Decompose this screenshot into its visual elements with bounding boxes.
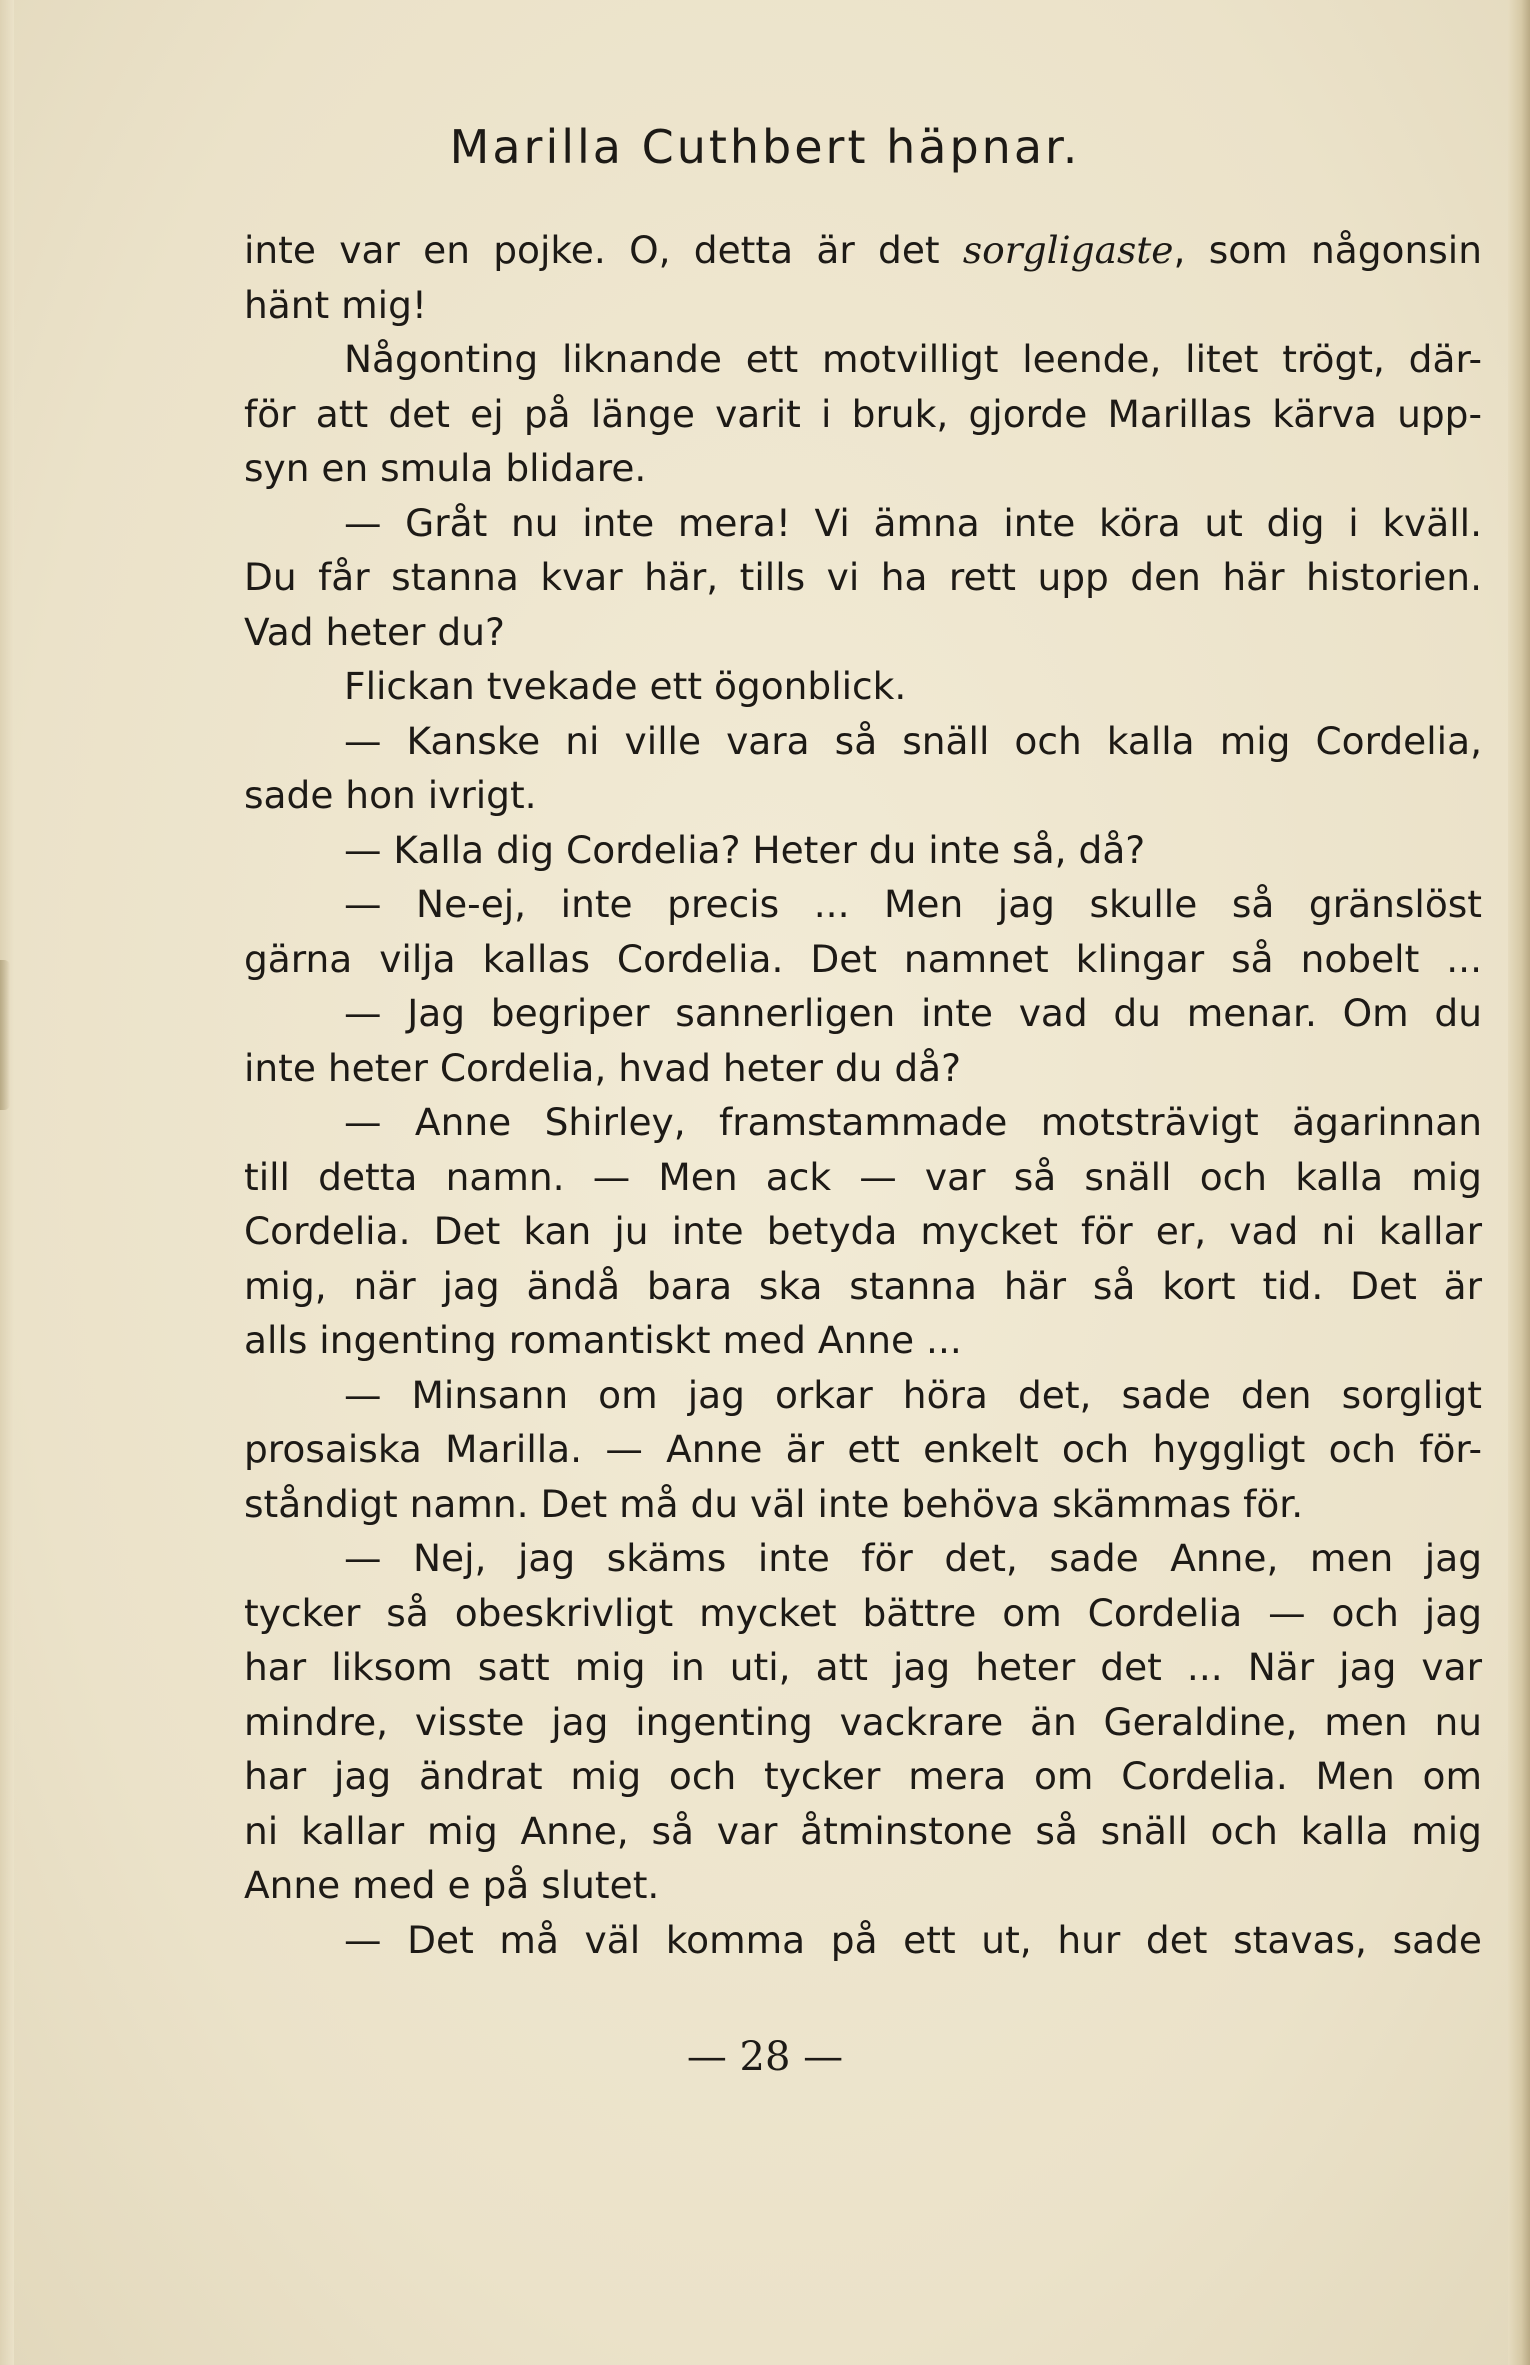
text-line: för att det ej på länge varit i bruk, gjorde Marillas kärva upp- <box>244 391 1482 436</box>
text-line: — Anne Shirley, framstammade motsträvigt ägarinnan <box>344 1100 1482 1144</box>
text-line: Cordelia. Det kan ju inte betyda mycket för er, vad ni kallar <box>244 1209 1482 1253</box>
text-line: hänt mig! <box>244 282 427 327</box>
text-line: — Kanske ni ville vara så snäll och kalla mig Cordelia, <box>344 718 1482 763</box>
running-head: Marilla Cuthbert häpnar. <box>449 120 1081 174</box>
text-line: sade hon ivrigt. <box>244 773 537 817</box>
text-line: har jag ändrat mig och tycker mera om Cordelia. Men om <box>244 1754 1482 1798</box>
page-left-edge <box>0 0 14 2365</box>
text-line: Vad heter du? <box>244 609 505 654</box>
text-line: inte var en pojke. O, detta är det sorgligaste, som någonsin <box>244 228 1482 272</box>
page-right-edge <box>1508 0 1530 2365</box>
text-line: Anne med e på slutet. <box>244 1863 660 1907</box>
text-line: gärna vilja kallas Cordelia. Det namnet klingar så nobelt ... <box>244 936 1482 981</box>
text-line: — Gråt nu inte mera! Vi ämna inte köra ut dig i kväll. <box>344 500 1482 545</box>
binding-shadow <box>0 960 10 1110</box>
text-line: — Minsann om jag orkar höra det, sade den sorgligt <box>344 1372 1482 1417</box>
text-line: alls ingenting romantiskt med Anne ... <box>244 1318 962 1362</box>
text-line: syn en smula blidare. <box>244 446 647 490</box>
text-line: har liksom satt mig in uti, att jag heter det ... När jag var <box>244 1645 1482 1689</box>
text-line: — Kalla dig Cordelia? Heter du inte så, då? <box>344 827 1146 872</box>
page-number: — 28 — <box>686 2034 844 2080</box>
text-line: ni kallar mig Anne, så var åtminstone så snäll och kalla mig <box>244 1808 1482 1853</box>
text-line: tycker så obeskrivligt mycket bättre om Cordelia — och jag <box>244 1590 1482 1635</box>
text-line: inte heter Cordelia, hvad heter du då? <box>244 1045 962 1090</box>
text-line: mig, när jag ändå bara ska stanna här så kort tid. Det är <box>244 1263 1482 1308</box>
text-line: Flickan tvekade ett ögonblick. <box>344 664 907 708</box>
emphasized-word: sorgligaste <box>962 228 1174 272</box>
text-line: ståndigt namn. Det må du väl inte behöva skämmas för. <box>244 1481 1304 1526</box>
text-line: Du får stanna kvar här, tills vi ha rett upp den här historien. <box>244 555 1482 599</box>
text-line: Någonting liknande ett motvilligt leende, litet trögt, där- <box>344 337 1482 381</box>
text-line: — Jag begriper sannerligen inte vad du menar. Om du <box>344 991 1482 1035</box>
text-line: prosaiska Marilla. — Anne är ett enkelt och hyggligt och för- <box>244 1427 1482 1471</box>
text-line: mindre, visste jag ingenting vackrare än Geraldine, men nu <box>244 1699 1482 1744</box>
text-line: — Nej, jag skäms inte för det, sade Anne, men jag <box>344 1536 1482 1580</box>
text-line: — Ne-ej, inte precis ... Men jag skulle så gränslöst <box>344 882 1482 926</box>
body-text <box>244 223 1482 1967</box>
text-line: — Det må väl komma på ett ut, hur det stavas, sade <box>344 1917 1482 1962</box>
text-line: till detta namn. — Men ack — var så snäll och kalla mig <box>244 1154 1482 1199</box>
